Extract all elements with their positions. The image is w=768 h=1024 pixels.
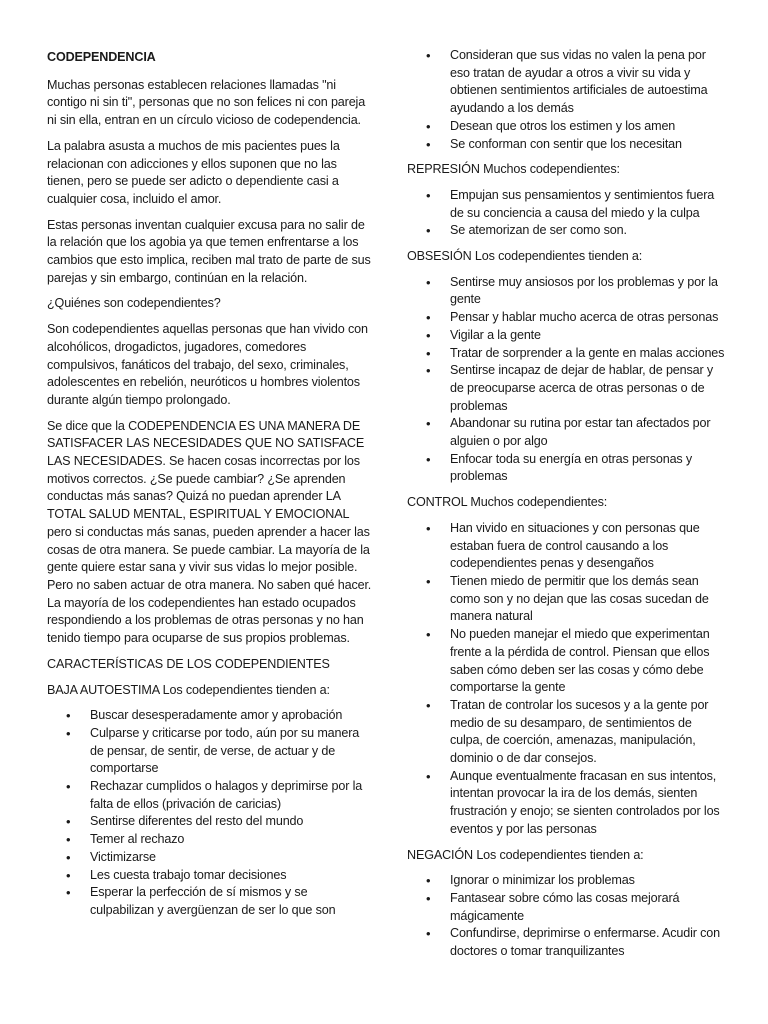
characteristics-heading: CARACTERÍSTICAS DE LOS CODEPENDIENTES [47, 656, 330, 671]
list-item: • Enfocar toda su energía en otras personas y problemas [407, 451, 725, 486]
manera-paragraph: Se dice que la CODEPENDENCIA ES UNA MANERA DE SATISFACER LAS NECESIDADES QUE NO SATISFACE LAS NECESIDADES. Se hacen cosas incorrectas por los motivos correctos. ¿Se puede cambiar? ¿Se aprenden conductas más sanas? Quizá no puedan aprender LA TOTAL SALUD MENTAL, ESPIRITUAL Y EMOCIONAL pero si conductas más sanas, pueden aprender a hacer las cosas de otra manera. Se puede cambiar. La mayoría de la gente quiere estar sana y vivir sus vidas lo mejor posible. Pero no saben actuar de otra manera. No saben qué hacer. La mayoría de los codependientes han estado ocupados respondiendo a los problemas de otras personas y no han tenido tiempo para ocuparse de sus propios problemas. [47, 418, 372, 646]
list-item: • Sentirse muy ansiosos por los problemas y por la gente [407, 274, 725, 309]
list-item: • Abandonar su rutina por estar tan afectados por alguien o por algo [407, 415, 725, 450]
baja-autoestima-heading: BAJA AUTOESTIMA Los codependientes tienden a: [47, 682, 330, 697]
list-item: • Pensar y hablar mucho acerca de otras personas [407, 309, 725, 327]
represion-list [407, 187, 725, 240]
question-line: ¿Quiénes son codependientes? [47, 296, 221, 311]
represion-heading: REPRESIÓN Muchos codependientes: [407, 162, 620, 177]
list-item: • Tratan de controlar los sucesos y a la gente por medio de su desamparo, de sentimientos de culpa, de coerción, amenazas, manipulación, dominio o de dar consejos. [407, 697, 725, 768]
right-column [407, 47, 725, 961]
list-item: • Tratar de sorprender a la gente en malas acciones [407, 345, 725, 363]
list-item: • Les cuesta trabajo tomar decisiones [47, 867, 372, 885]
answer-paragraph: Son codependientes aquellas personas que han vivido con alcohólicos, drogadictos, jugadores, comedores compulsivos, fanáticos del trabajo, del sexo, criminales, adolescentes en rebelión, neuróticos u hombres violentos durante algún tiempo prolongado. [47, 322, 368, 407]
list-item: • Sentirse diferentes del resto del mundo [47, 813, 372, 831]
list-item: • Han vivido en situaciones y con personas que estaban fuera de control causando a los codependientes penas y desengaños [407, 520, 725, 573]
list-item: • Se conforman con sentir que los necesitan [407, 136, 725, 154]
obsesion-list [407, 274, 725, 486]
intro-paragraph-3: Estas personas inventan cualquier excusa para no salir de la relación que los agobia ya que temen enfrentarse a los cambios que esto implica, reciben mal trato de parte de sus parejas y sin embargo, continúan en la relación. [47, 217, 371, 285]
list-item: • No pueden manejar el miedo que experimentan frente a la pérdida de control. Piensan que ellos saben cómo deben ser las cosas y cómo debe comportarse la gente [407, 626, 725, 697]
list-item: • Tienen miedo de permitir que los demás sean como son y no dejan que las cosas sucedan de manera natural [407, 573, 725, 626]
intro-paragraph-1: Muchas personas establecen relaciones llamadas "ni contigo ni sin ti", personas que no son felices ni con pareja ni sin ella, entran en un círculo vicioso de codependencia. [47, 77, 366, 128]
negacion-heading: NEGACIÓN Los codependientes tienden a: [407, 847, 644, 862]
list-item: • Temer al rechazo [47, 831, 372, 849]
list-item: • Victimizarse [47, 849, 372, 867]
left-column [47, 49, 372, 920]
list-item: • Ignorar o minimizar los problemas [407, 872, 725, 890]
list-item: • Fantasear sobre cómo las cosas mejorará mágicamente [407, 890, 725, 925]
document-title: CODEPENDENCIA [47, 50, 156, 64]
control-heading: CONTROL Muchos codependientes: [407, 495, 608, 510]
list-item: • Culparse y criticarse por todo, aún por su manera de pensar, de sentir, de verse, de actuar y de comportarse [47, 725, 372, 778]
list-item: • Esperar la perfección de sí mismos y se culpabilizan y avergüenzan de ser lo que son [47, 884, 372, 919]
list-item: • Confundirse, deprimirse o enfermarse. Acudir con doctores o tomar tranquilizantes [407, 925, 725, 960]
list-item: • Aunque eventualmente fracasan en sus intentos, intentan provocar la ira de los demás, sienten frustración y enojo; se sienten controlados por los eventos y por las personas [407, 768, 725, 839]
list-item: • Vigilar a la gente [407, 327, 725, 345]
list-item: • Consideran que sus vidas no valen la pena por eso tratan de ayudar a otros a vivir su vida y obtienen sentimientos artificiales de autoestima ayudando a los demás [407, 47, 725, 118]
list-item: • Se atemorizan de ser como son. [407, 222, 725, 240]
obsesion-heading: OBSESIÓN Los codependientes tienden a: [407, 249, 643, 264]
autoestima-continued-list [407, 47, 725, 153]
list-item: • Rechazar cumplidos o halagos y deprimirse por la falta de ellos (privación de caricias) [47, 778, 372, 813]
list-item: • Desean que otros los estimen y los amen [407, 118, 725, 136]
control-list [407, 520, 725, 839]
list-item: • Sentirse incapaz de dejar de hablar, de pensar y de preocuparse acerca de otras personas o de problemas [407, 362, 725, 415]
list-item: • Buscar desesperadamente amor y aprobación [47, 707, 372, 725]
intro-paragraph-2: La palabra asusta a muchos de mis pacientes pues la relacionan con adicciones y ellos suponen que no las tienen, pero se puede ser adicto o dependiente casi a cualquier cosa, incluido el amor. [47, 138, 340, 206]
list-item: • Empujan sus pensamientos y sentimientos fuera de su conciencia a causa del miedo y la culpa [407, 187, 725, 222]
baja-autoestima-list [47, 707, 372, 919]
negacion-list [407, 872, 725, 961]
